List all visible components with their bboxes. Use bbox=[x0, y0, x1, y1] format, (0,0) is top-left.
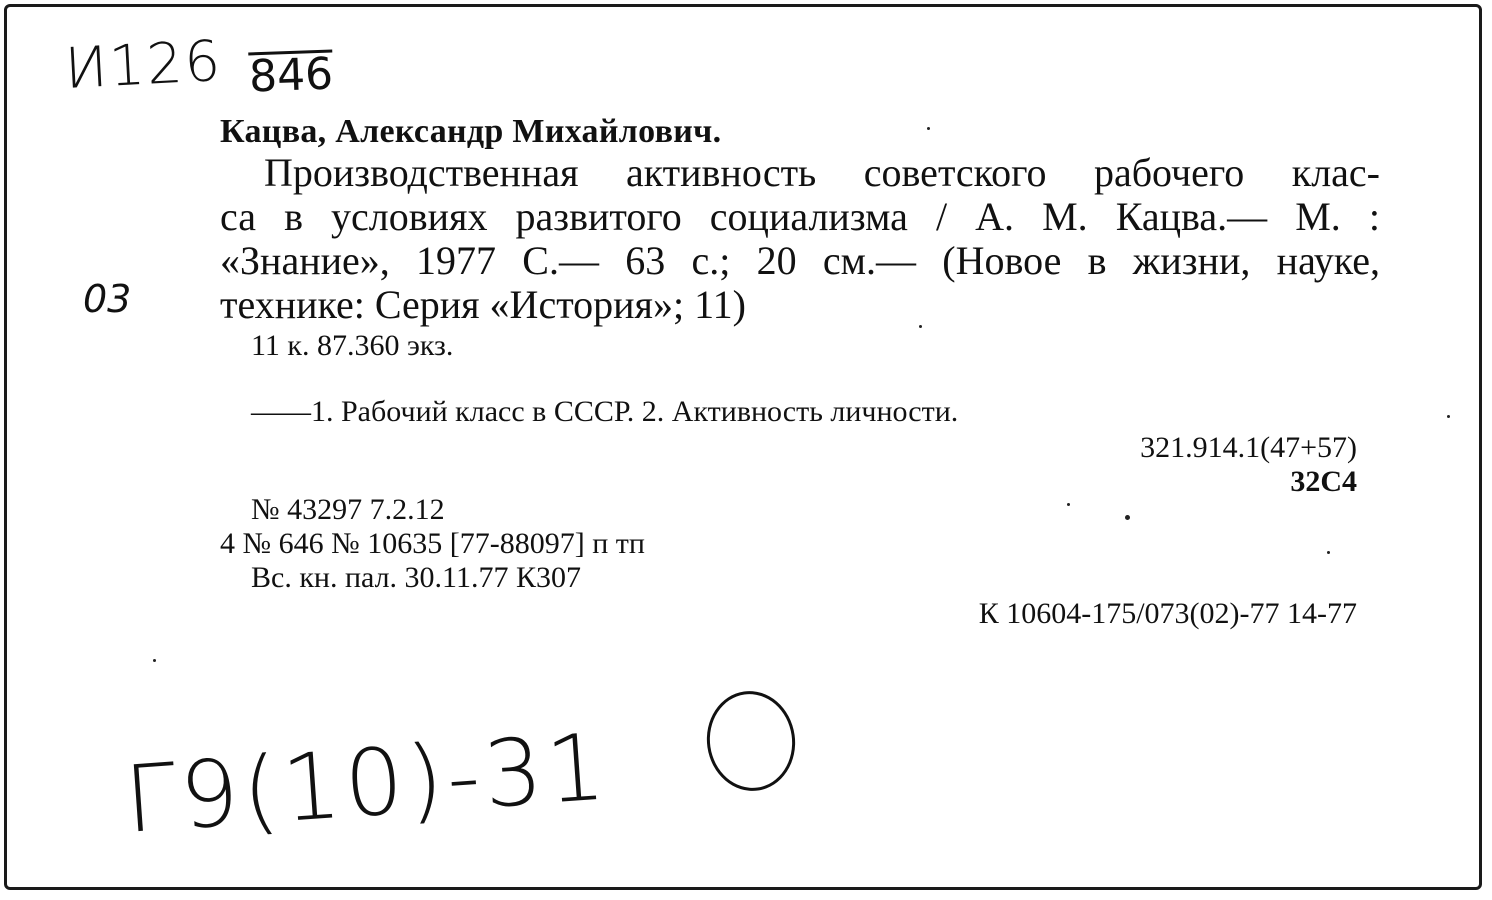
classification-bbk: 32С4 bbox=[1290, 465, 1357, 498]
k-code: К 10604-175/073(02)-77 14-77 bbox=[978, 597, 1357, 630]
handwritten-top-fraction: 846 bbox=[248, 48, 334, 103]
price-run: 11 к. 87.360 экз. bbox=[251, 329, 454, 362]
hand-drawn-oval bbox=[700, 685, 801, 796]
description-line: «Знание», 1977 С.— 63 с.; 20 см.— (Новое в жизни, науке, bbox=[220, 238, 1380, 283]
chamber-stamp: Вс. кн. пал. 30.11.77 К307 bbox=[251, 561, 581, 594]
scan-speck bbox=[1447, 415, 1450, 418]
subject-headings: ——1. Рабочий класс в СССР. 2. Активность личности. bbox=[251, 395, 959, 428]
record-number: № 43297 7.2.12 bbox=[251, 493, 445, 526]
catalog-number: 4 № 646 № 10635 [77-88097] п тп bbox=[220, 527, 645, 560]
handwritten-top-code: И126 bbox=[63, 28, 224, 102]
scan-speck bbox=[1067, 503, 1070, 506]
card-description bbox=[220, 151, 1380, 327]
scan-speck bbox=[927, 127, 930, 130]
card-author: Кацва, Александр Михайлович. bbox=[220, 113, 722, 150]
scan-speck bbox=[1327, 551, 1330, 554]
scan-speck bbox=[919, 325, 922, 328]
scan-speck bbox=[1125, 515, 1130, 520]
description-line: Производственная активность советского рабочего клас- bbox=[264, 150, 1380, 195]
description-line: технике: Серия «История»; 11) bbox=[220, 282, 746, 327]
catalog-card bbox=[4, 4, 1482, 890]
handwritten-side-mark: 03 bbox=[83, 277, 132, 321]
description-line: са в условиях развитого социализма / А. М. Кацва.— М. : bbox=[220, 194, 1380, 239]
handwritten-bottom-code: Г9(10)-31 bbox=[121, 713, 613, 854]
classification-udc: 321.914.1(47+57) bbox=[1140, 431, 1357, 464]
scan-speck bbox=[153, 659, 156, 662]
